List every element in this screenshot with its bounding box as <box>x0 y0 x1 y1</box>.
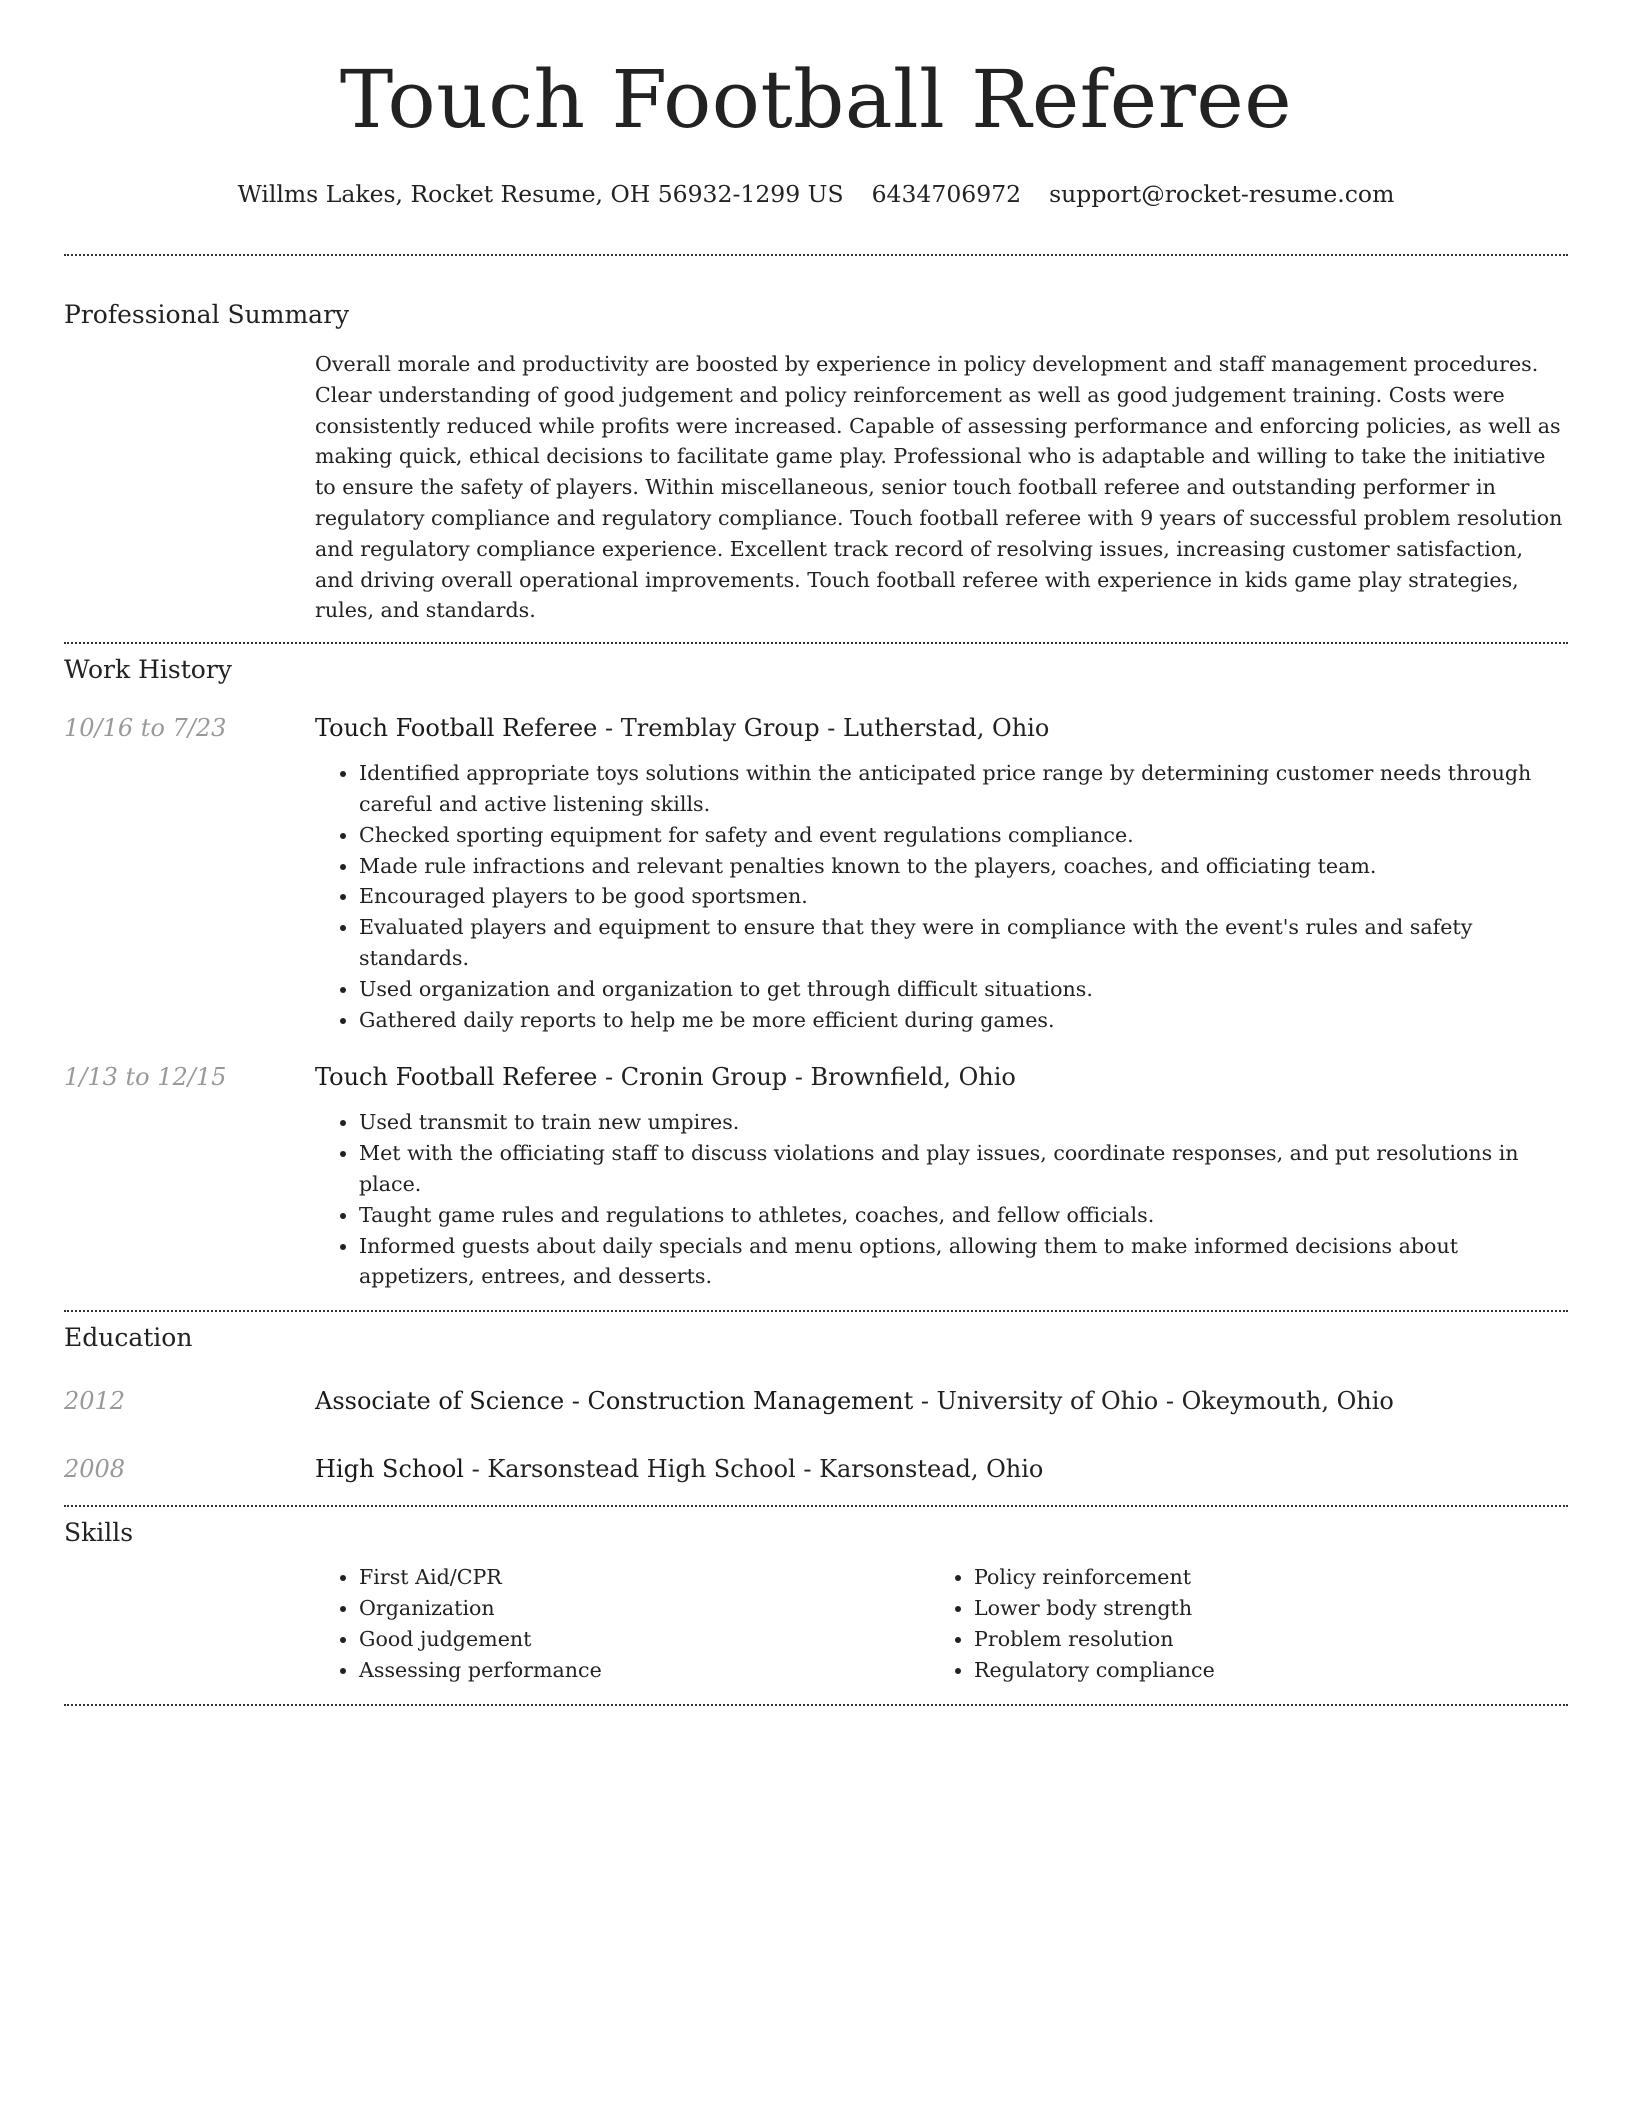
job-body <box>315 711 1568 1035</box>
job-body <box>315 1060 1568 1292</box>
work-history-section-title: Work History <box>64 655 232 685</box>
contact-phone: 6434706972 <box>871 180 1022 208</box>
education-heading <box>315 1384 1394 1418</box>
skills-divider <box>64 1704 1568 1706</box>
job-bullet: • Taught game rules and regulations to athletes, coaches, and fellow officials. <box>359 1200 1568 1231</box>
job-heading <box>315 711 1568 745</box>
skills-column-right <box>930 1562 1545 1685</box>
skills-list <box>315 1562 1568 1685</box>
education-entry <box>64 1452 1568 1486</box>
job-bullet: • Informed guests about daily specials and menu options, allowing them to make informed decisions about appetizers, entrees, and desserts. <box>359 1231 1568 1293</box>
job-bullet: • Checked sporting equipment for safety and event regulations compliance. <box>359 820 1568 851</box>
contact-line <box>64 178 1568 210</box>
job-entry <box>64 1060 1568 1292</box>
skill-item: • Regulatory compliance <box>974 1655 1545 1686</box>
contact-email: support@rocket-resume.com <box>1049 180 1395 208</box>
education-degree: Associate of Science - Construction Management <box>315 1387 914 1416</box>
job-bullet: • Used organization and organization to get through difficult situations. <box>359 974 1568 1005</box>
job-bullet: • Gathered daily reports to help me be more efficient during games. <box>359 1005 1568 1036</box>
job-bullet: • Identified appropriate toys solutions within the anticipated price range by determining customer needs through careful and active listening skills. <box>359 758 1568 820</box>
job-entry <box>64 711 1568 1035</box>
candidate-name: Touch Football Referee <box>339 53 1293 146</box>
skill-item: • Organization <box>359 1593 930 1624</box>
education-school: - Karsonstead High School - Karsonstead, Ohio <box>463 1455 1044 1484</box>
skill-item: • Assessing performance <box>359 1655 930 1686</box>
job-bullet: • Encouraged players to be good sportsmen. <box>359 881 1568 912</box>
header-divider <box>64 254 1568 256</box>
job-employer: - Cronin Group - Brownfield, Ohio <box>597 1063 1016 1092</box>
contact-address: Willms Lakes, Rocket Resume, OH 56932-1299 US <box>237 180 844 208</box>
education-year: 2008 <box>64 1455 126 1484</box>
education-year: 2012 <box>64 1387 126 1416</box>
skill-item: • Policy reinforcement <box>974 1562 1545 1593</box>
education-section-title: Education <box>64 1323 193 1353</box>
education-heading <box>315 1452 1043 1486</box>
work-history-divider <box>64 1310 1568 1312</box>
skills-column-left <box>315 1562 930 1685</box>
job-bullet: • Used transmit to train new umpires. <box>359 1107 1568 1138</box>
summary-text: Overall morale and productivity are boosted by experience in policy development and staff management procedures. Clear understanding of good judgement and policy reinforcement as well as good judgement training. Costs were consistently reduced while profits were increased. Capable of assessing performance and enforcing policies, as well as making quick, ethical decisions to facilitate game play. Professional who is adaptable and willing to take the initiative to ensure the safety of players. Within miscellaneous, senior touch football referee and outstanding performer in regulatory compliance and regulatory compliance. Touch football referee with 9 years of successful problem resolution and regulatory compliance experience. Excellent track record of resolving issues, increasing customer satisfaction, and driving overall operational improvements. Touch football referee with experience in kids game play strategies, rules, and standards. <box>315 352 1563 623</box>
summary-section-title: Professional Summary <box>64 300 350 329</box>
education-degree: High School <box>315 1455 464 1484</box>
job-bullet: • Met with the officiating staff to discuss violations and play issues, coordinate responses, and put resolutions in place. <box>359 1138 1568 1200</box>
skill-item: • First Aid/CPR <box>359 1562 930 1593</box>
job-bullet: • Evaluated players and equipment to ensure that they were in compliance with the event's rules and safety standards. <box>359 912 1568 974</box>
summary-divider <box>64 642 1568 644</box>
skill-item: • Lower body strength <box>974 1593 1545 1624</box>
job-dates: 10/16 to 7/23 <box>64 714 227 743</box>
job-dates: 1/13 to 12/15 <box>64 1063 227 1092</box>
skill-item: • Problem resolution <box>974 1624 1545 1655</box>
job-heading <box>315 1060 1568 1094</box>
education-entry <box>64 1384 1568 1418</box>
job-bullets <box>315 758 1568 1035</box>
education-divider <box>64 1505 1568 1507</box>
job-role: Touch Football Referee <box>315 1063 598 1092</box>
skill-item: • Good judgement <box>359 1624 930 1655</box>
job-bullet: • Made rule infractions and relevant penalties known to the players, coaches, and officiating team. <box>359 851 1568 882</box>
job-employer: - Tremblay Group - Lutherstad, Ohio <box>597 714 1050 743</box>
education-school: - University of Ohio - Okeymouth, Ohio <box>913 1387 1394 1416</box>
job-role: Touch Football Referee <box>315 714 598 743</box>
job-bullets <box>315 1107 1568 1292</box>
skills-section-title: Skills <box>64 1518 134 1548</box>
